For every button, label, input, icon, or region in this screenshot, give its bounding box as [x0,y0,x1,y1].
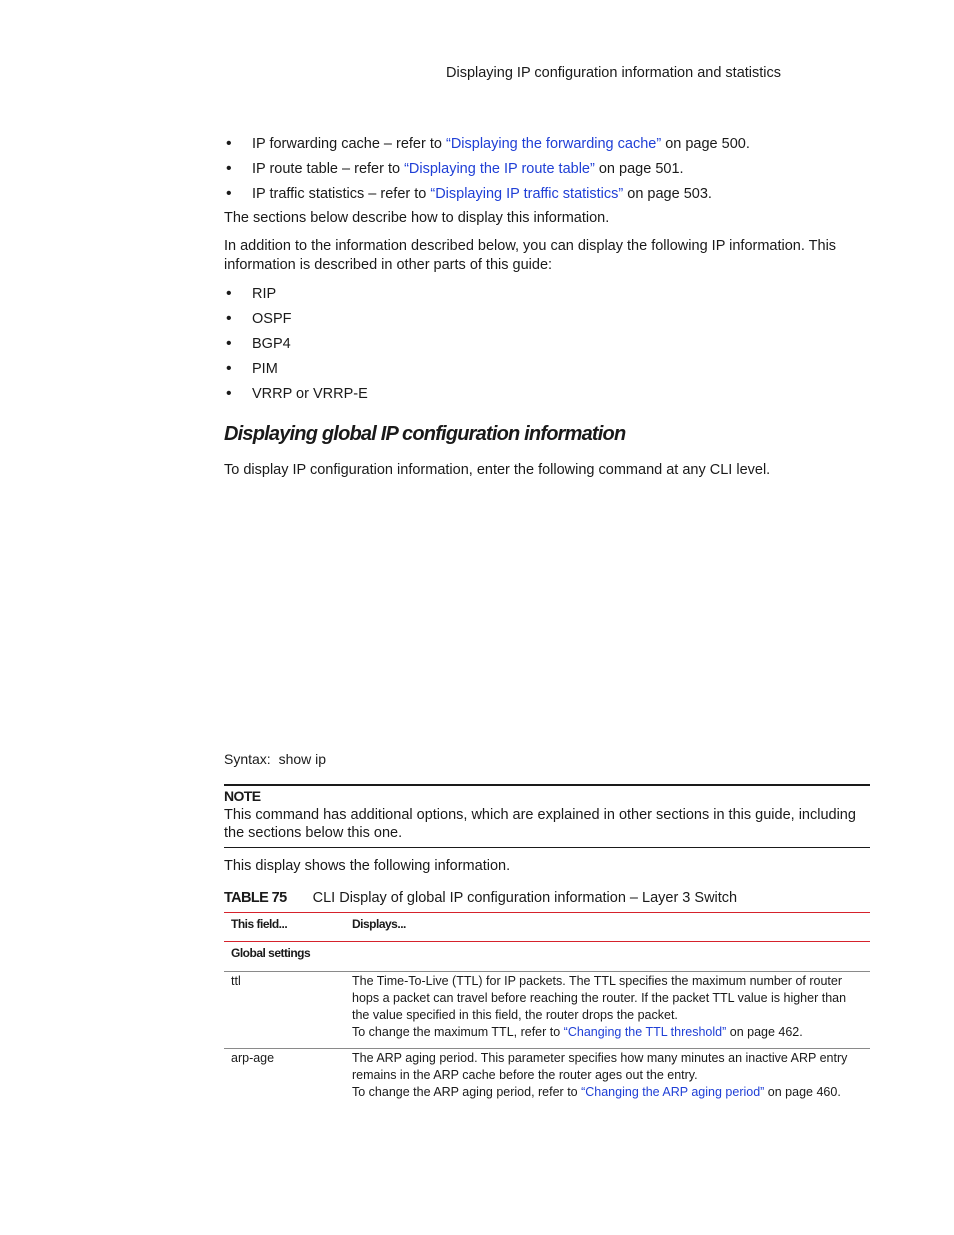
page-ref: on page 500. [661,136,750,152]
bullet-icon: • [226,360,232,377]
section-intro: To display IP configuration information, enter the following command at any CLI level. [224,462,771,478]
paragraph-sections: The sections below describe how to display this information. [224,210,610,226]
table-row-rule [224,1048,870,1049]
bullet-icon: • [226,385,232,402]
bullet-text: OSPF [252,311,292,327]
note-bottom-rule [224,847,870,848]
table-caption [224,890,737,906]
table-top-rule [224,912,870,913]
table-cell-description [352,973,866,1041]
column-header-displays: Displays... [352,917,406,931]
page-ref: on page 503. [623,186,712,202]
list-item [224,159,874,184]
syntax-line [224,751,326,767]
display-intro: This display shows the following information. [224,858,511,874]
xref-link-arp-aging-period[interactable]: “Changing the ARP aging period” [581,1085,765,1099]
bullet-text: VRRP or VRRP-E [252,386,368,402]
note-text: This command has additional options, which are explained in other sections in this guide, including the sections below this one. [224,807,856,841]
description-reference: To change the ARP aging period, refer to “Changing the ARP aging period” on page 460. [352,1085,841,1099]
bullet-icon: • [226,185,232,202]
table-header-rule [224,941,870,942]
bullet-icon: • [226,335,232,352]
table-caption-text: CLI Display of global IP configuration information – Layer 3 Switch [312,890,738,906]
list-item [224,334,874,359]
table-row-rule [224,971,870,972]
list-item [224,309,874,334]
xref-link-ttl-threshold[interactable]: “Changing the TTL threshold” [563,1025,727,1039]
description-text: The ARP aging period. This parameter specifies how many minutes an inactive ARP entry remains in the ARP cache before the router ages out the entry. [352,1051,848,1082]
bullet-icon: • [226,310,232,327]
xref-link-ip-route-table[interactable]: “Displaying the IP route table” [404,161,595,177]
table-cell-description [352,1050,866,1101]
protocol-bullet-list [224,284,874,409]
syntax-command: show ip [278,751,327,767]
table-group-heading: Global settings [231,946,311,960]
note-title: NOTE [224,788,261,804]
description-text: The Time-To-Live (TTL) for IP packets. The TTL specifies the maximum number of router hops a packet can travel before reaching the router. If the packet TTL value is higher than the value specified in this field, the router drops the packet. [352,974,847,1022]
page-ref: on page 501. [594,161,684,177]
bullet-text: BGP4 [252,336,291,352]
list-item [224,359,874,384]
description-reference: To change the maximum TTL, refer to “Changing the TTL threshold” on page 462. [352,1025,803,1039]
bullet-icon: • [226,160,232,177]
bullet-text: IP traffic statistics – refer to [252,186,431,202]
syntax-label: Syntax: [224,751,271,767]
list-item [224,134,874,159]
note-top-rule [224,784,870,786]
column-header-field: This field... [231,917,288,931]
xref-link-ip-traffic-statistics[interactable]: “Displaying IP traffic statistics” [430,186,624,202]
list-item [224,284,874,309]
bullet-text: RIP [252,286,277,302]
list-item [224,184,874,209]
intro-bullet-list [224,134,874,209]
bullet-icon: • [226,135,232,152]
bullet-text: IP route table – refer to [252,161,405,177]
bullet-text: IP forwarding cache – refer to [252,136,446,152]
section-heading: Displaying global IP configuration information [224,423,626,445]
bullet-text: PIM [252,361,278,377]
paragraph-addition: In addition to the information described below, you can display the following IP information. This information is described in other parts of this guide: [224,238,837,273]
table-cell-field: ttl [231,974,241,988]
table-cell-field: arp-age [231,1051,275,1065]
running-header: Displaying IP configuration information and statistics [446,65,782,81]
list-item [224,384,874,409]
bullet-icon: • [226,285,232,302]
xref-link-forwarding-cache[interactable]: “Displaying the forwarding cache” [445,136,662,152]
table-number: TABLE 75 [224,890,287,906]
